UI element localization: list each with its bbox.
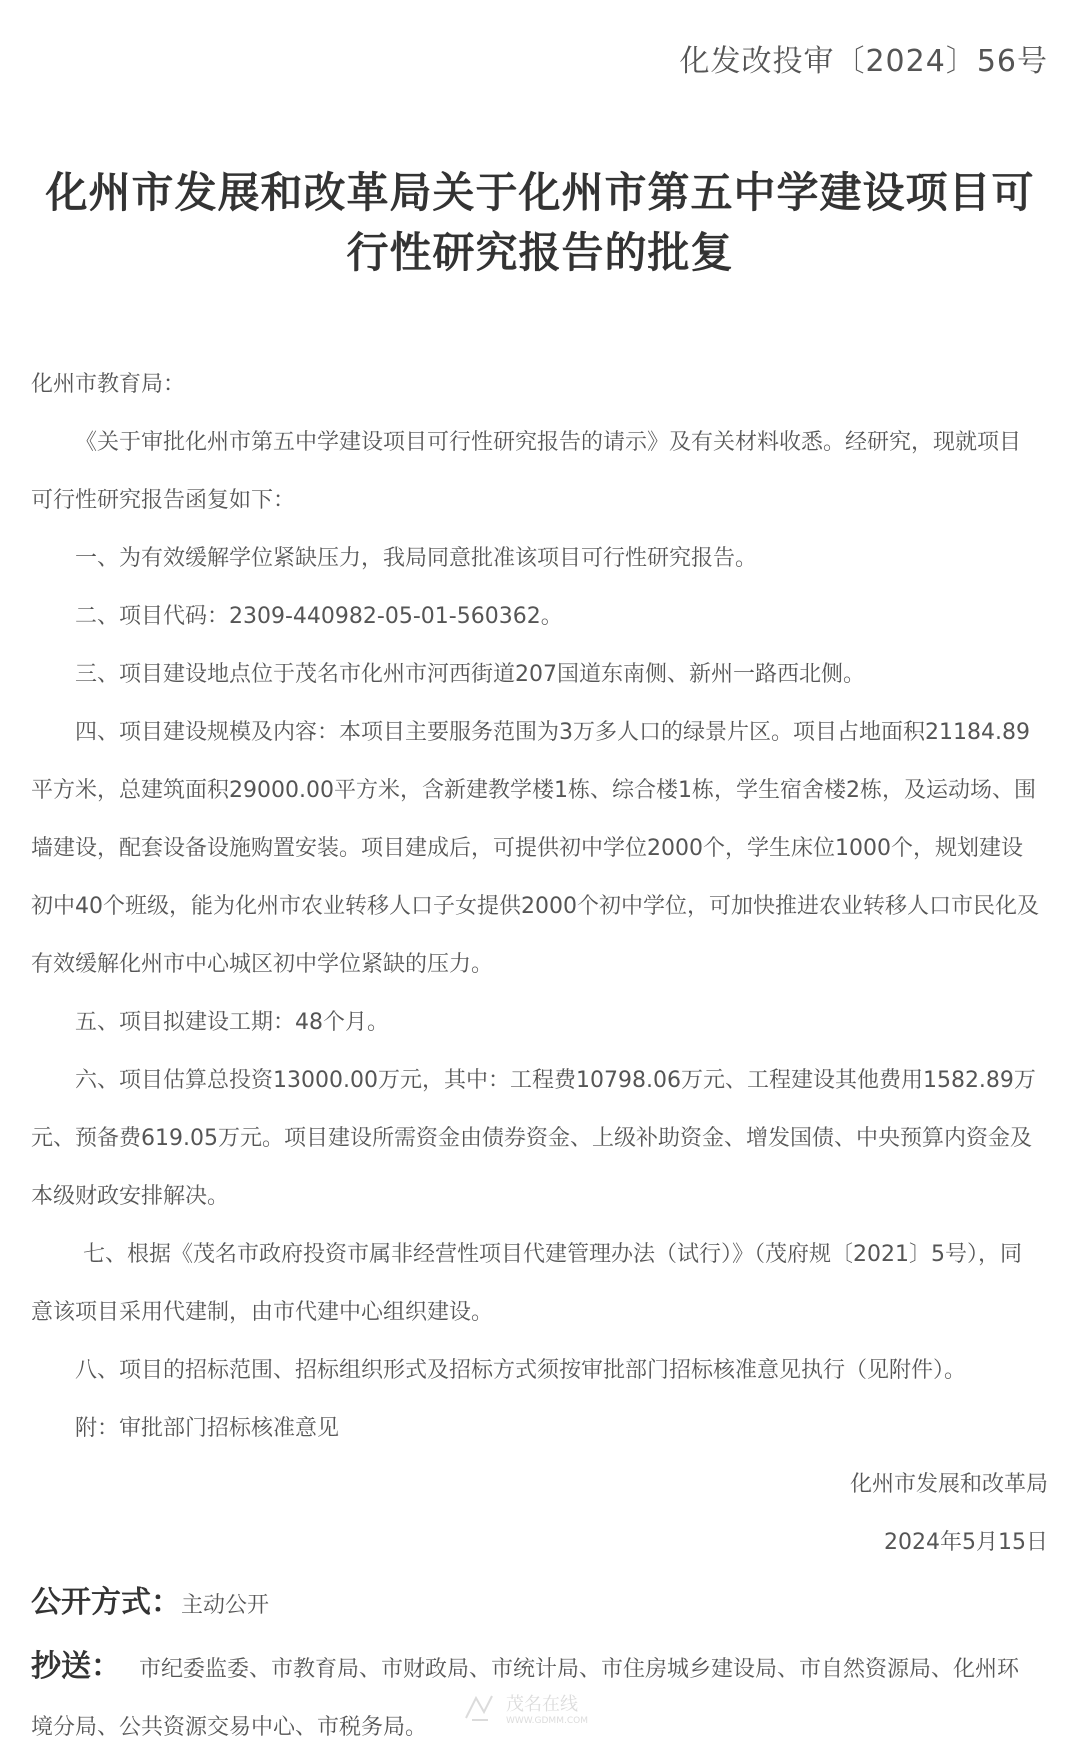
paragraph-item-6: 六、项目估算总投资13000.00万元，其中：工程费10798.06万元、工程建设其他费用1582.89万元、预备费619.05万元。项目建设所需资金由债券资金、上级补助资金、增发国债、中央预算内资金及本级财政安排解决。 (31, 1068, 1036, 1209)
signature-organization: 化州市发展和改革局 (849, 1472, 1048, 1497)
paragraph-item-3: 三、项目建设地点位于茂名市化州市河西街道207国道东南侧、新州一路西北侧。 (75, 662, 865, 687)
disclosure-label: 公开方式： (31, 1585, 181, 1620)
cc-label: 抄送： (31, 1649, 121, 1684)
paragraph-item-7: 七、根据《茂名市政府投资市属非经营性项目代建管理办法（试行）》（茂府规〔2021〕5号），同意该项目采用代建制，由市代建中心组织建设。 (31, 1242, 1022, 1325)
watermark-mark-icon (466, 1696, 492, 1720)
document-title: 化州市发展和改革局关于化州市第五中学建设项目可行性研究报告的批复 (45, 168, 1035, 277)
disclosure-row (31, 1577, 1040, 1621)
paragraph-item-8: 八、项目的招标范围、招标组织形式及招标方式须按审批部门招标核准意见执行（见附件）。 (75, 1358, 967, 1383)
watermark-name: 茂名在线 (506, 1694, 578, 1715)
paragraph-item-2: 二、项目代码：2309-440982-05-01-560362。 (75, 604, 563, 629)
disclosure-value: 主动公开 (181, 1593, 270, 1618)
recipient-line: 化州市教育局： (31, 372, 186, 397)
paragraph-item-1: 一、为有效缓解学位紧缺压力，我局同意批准该项目可行性研究报告。 (75, 546, 758, 571)
watermark-url: WWW.GDMM.COM (506, 1716, 588, 1726)
signature-date: 2024年5月15日 (884, 1530, 1048, 1555)
paragraph-item-4: 四、项目建设规模及内容：本项目主要服务范围为3万多人口的绿景片区。项目占地面积21184.89平方米，总建筑面积29000.00平方米，含新建教学楼1栋、综合楼1栋，学生宿舍楼2栋，及运动场、围墙建设，配套设备设施购置安装。项目建成后，可提供初中学位2000个，学生床位1000个，规划建设初中40个班级，能为化州市农业转移人口子女提供2000个初中学位，可加快推进农业转移人口市民化及有效缓解化州市中心城区初中学位紧缺的压力。 (31, 720, 1039, 977)
site-watermark-logo (462, 1690, 652, 1726)
cc-value: 市纪委监委、市教育局、市财政局、市统计局、市住房城乡建设局、市自然资源局、化州环境分局、公共资源交易中心、市税务局。 (31, 1657, 1020, 1740)
attachment-note: 附：审批部门招标核准意见 (75, 1416, 340, 1441)
paragraph-item-5: 五、项目拟建设工期：48个月。 (75, 1010, 389, 1035)
document-number: 化发改投审〔2024〕56号 (679, 44, 1048, 79)
paragraph-intro: 《关于审批化州市第五中学建设项目可行性研究报告的请示》及有关材料收悉。经研究，现就项目可行性研究报告函复如下： (31, 430, 1022, 513)
document-body (31, 356, 1040, 1458)
